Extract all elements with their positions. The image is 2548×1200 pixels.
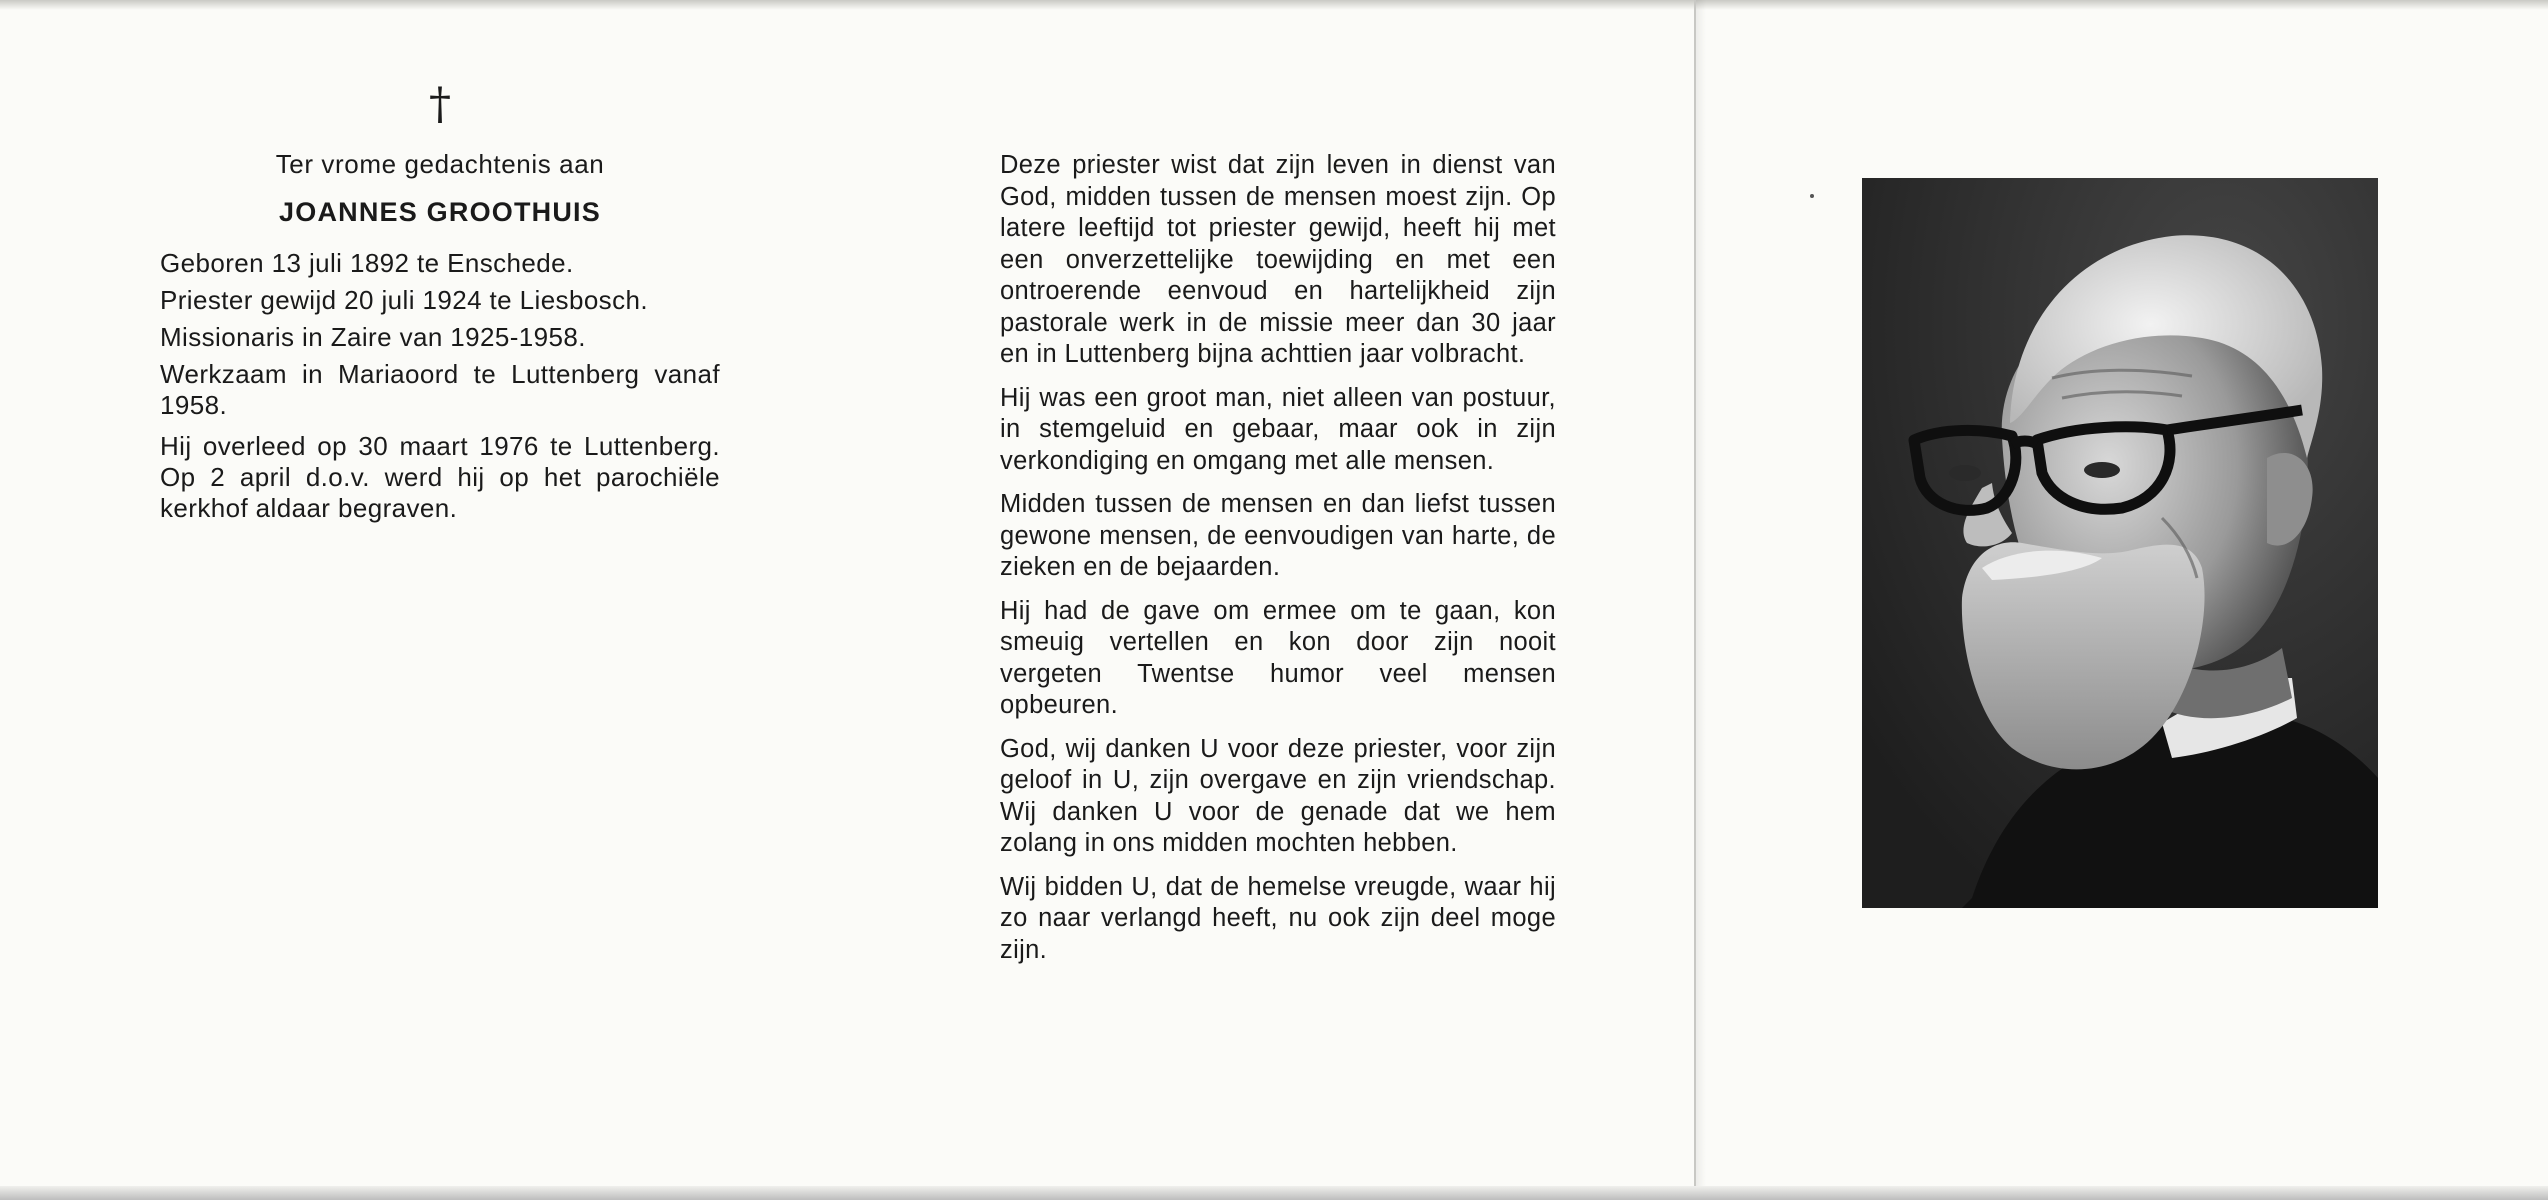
- card-fold-shadow: [1696, 0, 1706, 1192]
- left-panel: [160, 80, 720, 530]
- paper-bottom-edge: [0, 1186, 2548, 1200]
- paper-top-edge: [0, 0, 2548, 10]
- portrait-eye-right: [2084, 462, 2120, 478]
- deceased-name: JOANNES GROOTHUIS: [279, 197, 601, 227]
- paragraph-3: Midden tussen de mensen en dan liefst tussen gewone mensen, de eenvoudigen van harte, de zieken en de bejaarden.: [1000, 490, 1556, 581]
- fact-death: Hij overleed op 30 maart 1976 te Luttenberg. Op 2 april d.o.v. werd hij op het parochiële kerkhof aldaar begraven.: [160, 431, 720, 523]
- paragraph-1: Deze priester wist dat zijn leven in dienst van God, midden tussen de mensen moest zijn. Op latere leeftijd tot priester gewijd, heeft hij met een onverzettelijke toewijding en met een ontroerende eenvoud en hartelijkheid zijn pastorale werk in de missie meer dan 30 jaar en in Luttenberg bijna achttien jaar volbracht.: [1000, 151, 1556, 368]
- cross-icon: †: [429, 79, 451, 130]
- fact-work: Werkzaam in Mariaoord te Luttenberg vanaf 1958.: [160, 359, 720, 420]
- paragraph-5: God, wij danken U voor deze priester, voor zijn geloof in U, zijn overgave en zijn vriendschap. Wij danken U voor de genade dat we hem zolang in ons midden mochten hebben.: [1000, 734, 1556, 857]
- fact-ordination: Priester gewijd 20 juli 1924 te Liesbosch.: [160, 285, 648, 315]
- fact-mission: Missionaris in Zaire van 1925-1958.: [160, 322, 586, 352]
- portrait-illustration: [1862, 178, 2378, 908]
- paper-speck: [1810, 194, 1814, 198]
- portrait-photo: [1862, 178, 2378, 908]
- intro-text: Ter vrome gedachtenis aan: [275, 149, 605, 179]
- middle-panel: [1000, 150, 1556, 978]
- paragraph-4: Hij had de gave om ermee om te gaan, kon smeuig vertellen en kon door zijn nooit vergeten Twentse humor veel mensen opbeuren.: [1000, 596, 1556, 719]
- fact-birth: Geboren 13 juli 1892 te Enschede.: [160, 248, 574, 278]
- paragraph-6: Wij bidden U, dat de hemelse vreugde, waar hij zo naar verlangd heeft, nu ook zijn deel moge zijn.: [1000, 872, 1556, 964]
- paragraph-2: Hij was een groot man, niet alleen van postuur, in stemgeluid en gebaar, maar ook in zijn verkondiging en omgang met alle mensen.: [1000, 383, 1556, 475]
- portrait-eye-left: [1949, 465, 1981, 481]
